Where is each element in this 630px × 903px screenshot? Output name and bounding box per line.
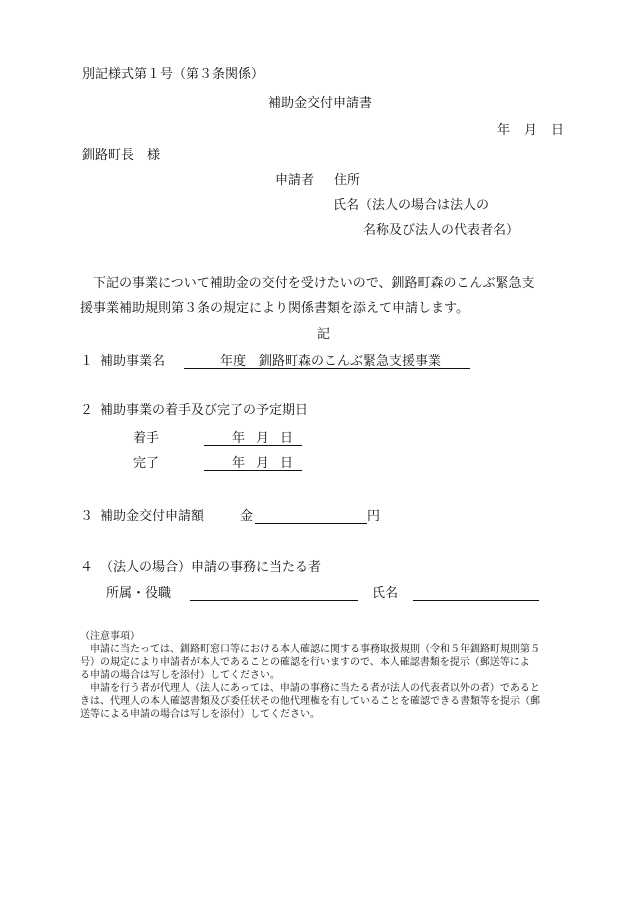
item1-value: 年度 釧路町森のこんぶ緊急支援事業 [220,354,442,369]
notes-heading: （注意事項） [80,631,140,642]
item2-end-label: 完了 [133,456,160,471]
item2-number: ２ [80,403,94,418]
item1-underline [184,368,470,369]
addressee: 釧路町長 様 [82,148,161,163]
item3-label: 補助金交付申請額 [100,509,205,524]
notes-p1-line2: 号）の規定により申請者が本人であることの確認を行いますので、本人確認書類を提示（郵送等によ [80,657,530,668]
item3-amount-field [255,523,367,524]
notes-p1-line1: 申請に当たっては、釧路町窓口等における本人確認に関する事務取扱規則（令和５年釧路町規則第５ [90,644,540,655]
item1-number: １ [80,354,94,369]
item2-start-underline [204,445,302,446]
ki-mark: 記 [317,327,331,342]
item3-suffix: 円 [367,509,381,524]
notes-p1-line3: る申請の場合は写しを添付）してください。 [80,670,280,681]
item3-number: ３ [80,509,94,524]
item2-start-label: 着手 [133,431,160,446]
item4-dept-label: 所属・役職 [106,586,172,601]
item4-label: （法人の場合）申請の事務に当たる者 [100,560,322,575]
date-line [497,123,564,139]
start-year: 年 [232,431,246,446]
item4-name-label: 氏名 [372,586,399,601]
item2-end-underline [204,470,302,471]
item4-dept-field [190,600,358,601]
start-month: 月 [256,431,270,446]
end-year: 年 [232,456,246,471]
item2-label: 補助事業の着手及び完了の予定期日 [100,403,309,418]
start-day: 日 [280,431,294,446]
item4-name-field [413,600,539,601]
notes-p2-line3: 送等による申請の場合は写しを添付）してください。 [80,709,320,720]
date-day: 日 [551,123,565,138]
end-month: 月 [256,456,270,471]
form-label: 別記様式第１号（第３条関係） [82,67,265,82]
date-month: 月 [524,123,538,138]
applicant-address: 住所 [334,173,361,188]
date-year: 年 [497,123,511,138]
document-title: 補助金交付申請書 [268,96,373,111]
end-day: 日 [280,456,294,471]
notes-p2-line1: 申請を行う者が代理人（法人にあっては、申請の事務に当たる者が法人の代表者以外の者）であると [90,683,540,694]
item4-number: ４ [80,560,94,575]
notes-p2-line2: きは、代理人の本人確認書類及び委任状その他代理権を有していることを確認できる書類等を提示（郵 [80,696,540,707]
body-line1: 下記の事業について補助金の交付を受けたいので、釧路町森のこんぶ緊急支 [93,276,535,291]
item1-label: 補助事業名 [100,354,166,369]
body-line2: 援事業補助規則第３条の規定により関係書類を添えて申請します。 [80,301,469,316]
applicant-name-line1: 氏名（法人の場合は法人の [333,198,490,213]
applicant-label: 申請者 [275,173,315,188]
item3-prefix: 金 [240,509,254,524]
applicant-name-line2: 名称及び法人の代表者名） [363,223,520,238]
